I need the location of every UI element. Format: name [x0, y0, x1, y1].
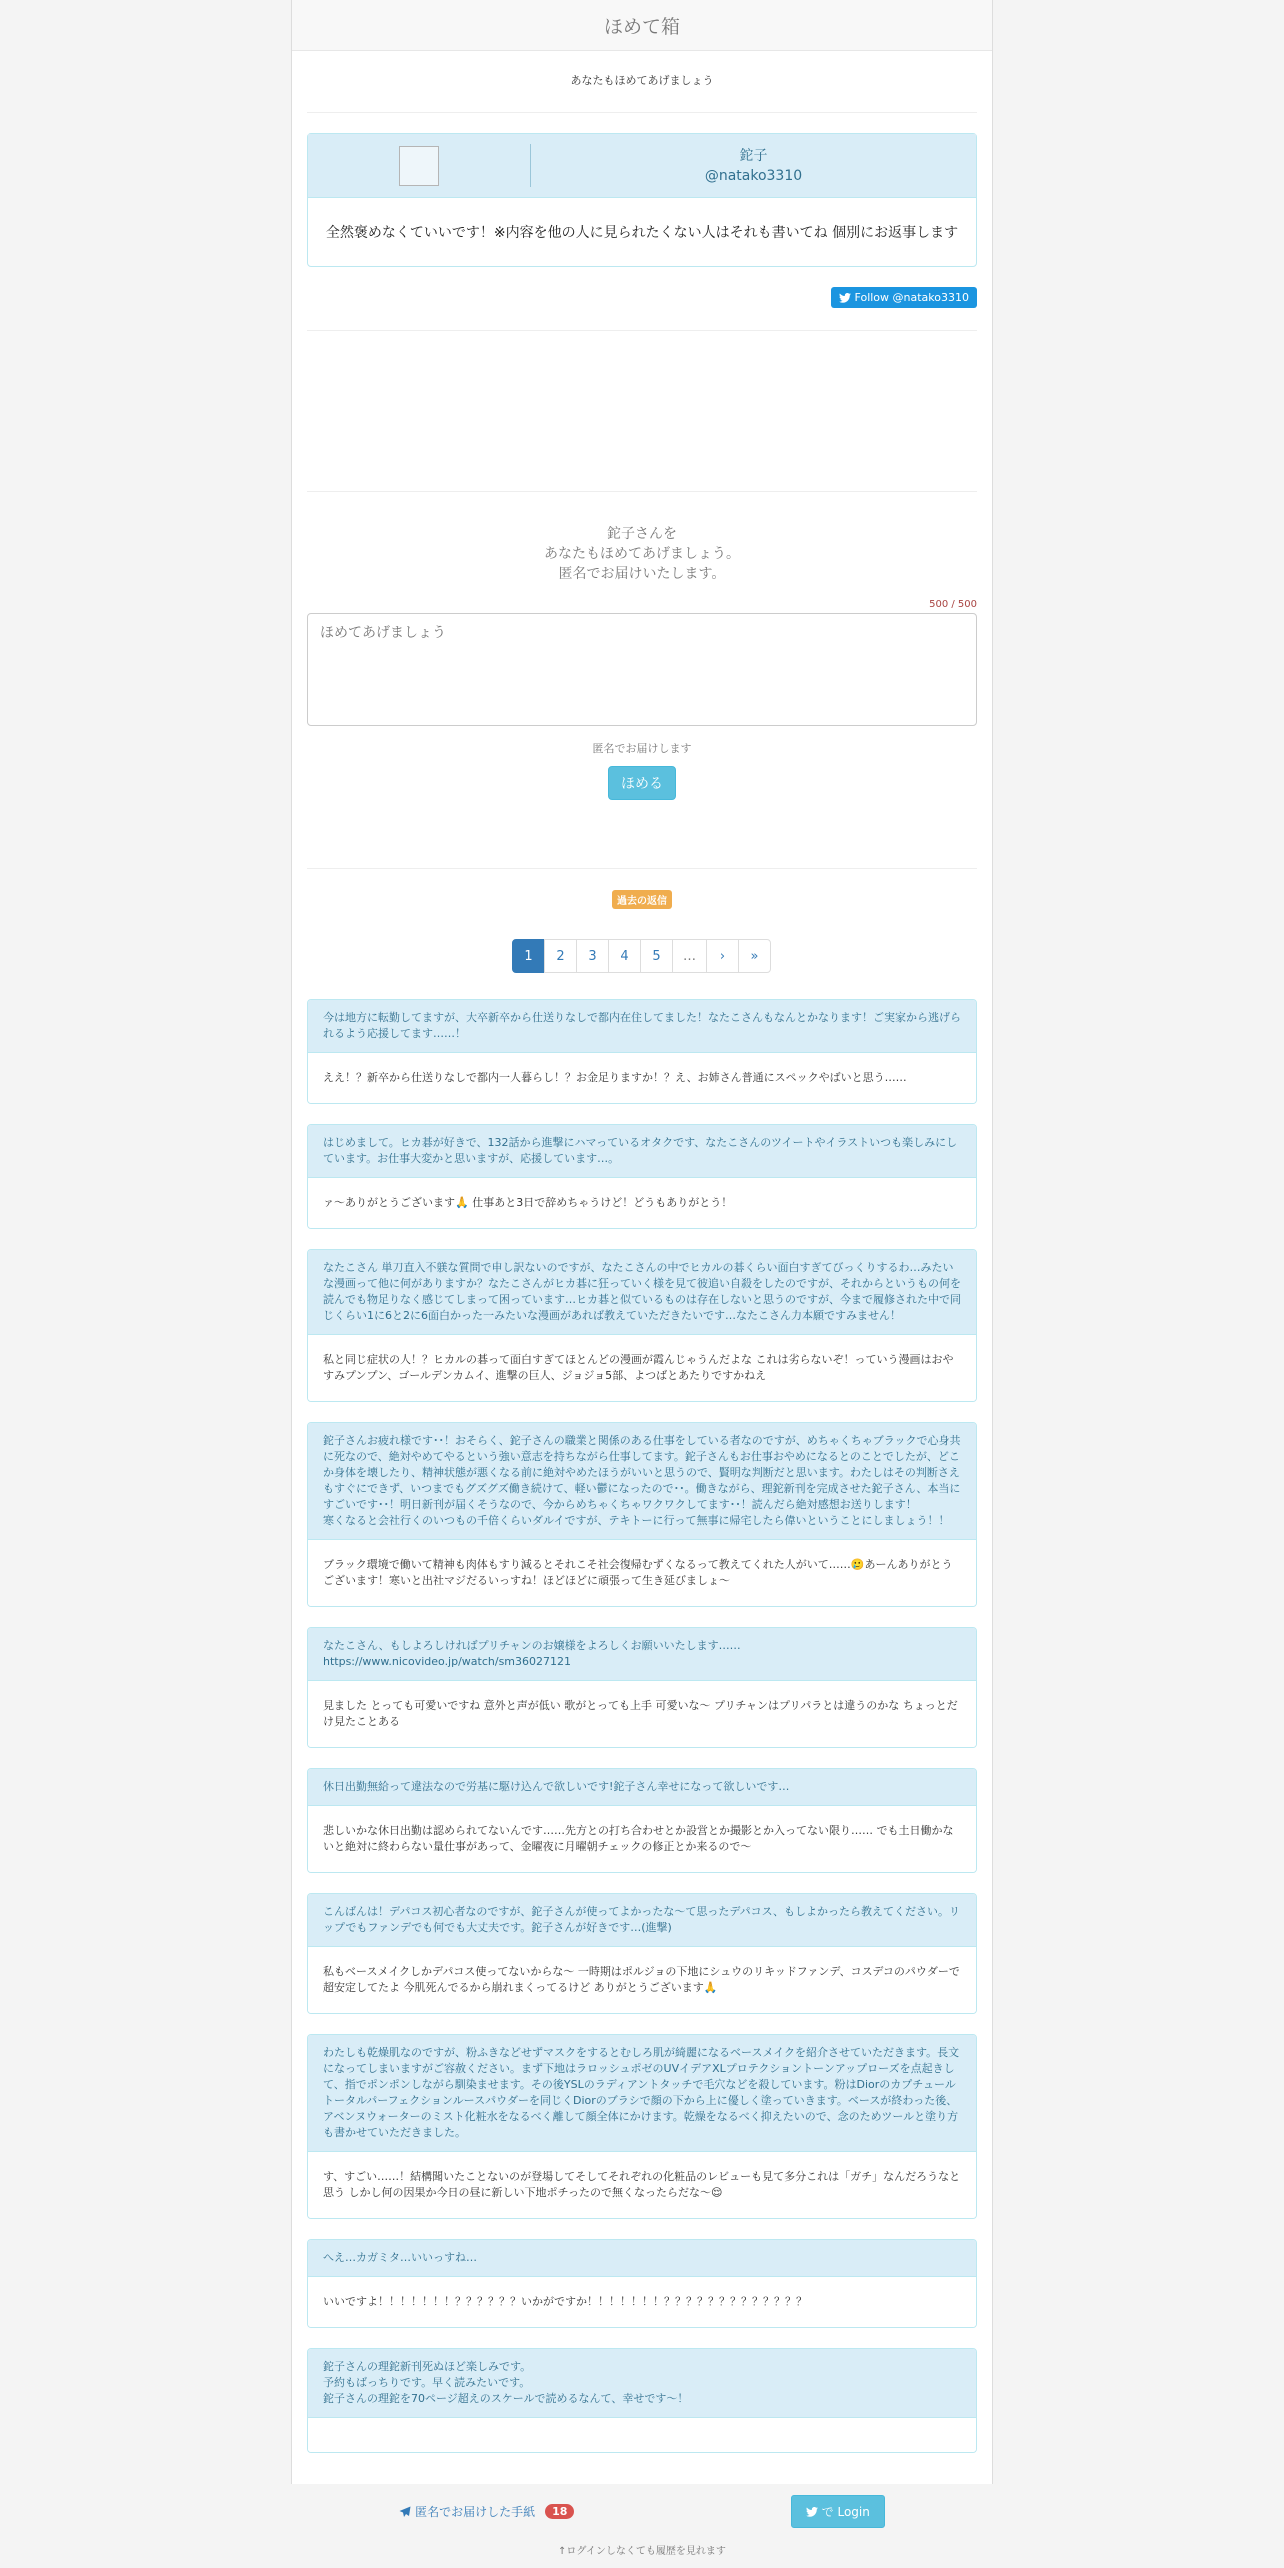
message-question: なたこさん 単刀直入不躾な質問で申し訳ないのですが、なたこさんの中でヒカルの碁くらい面白すぎてびっくりするわ…みたいな漫画って他に何がありますか？なたこさんがヒカ碁に狂っていく様を見て彼追い自殺をしたのですが、それからというもの何を読んでも物足りなく感じてしまって困っています…ヒカ碁と似ているものは存在しないと思うのですが、今まで履修された中で同じくらい1に6と2に6面白かった一みたいな漫画があれば教えていただきたいです…なたこさん力本願ですみません！: [308, 1250, 976, 1335]
sent-letters-link[interactable]: [399, 2503, 574, 2520]
twitter-follow-button[interactable]: [831, 287, 977, 308]
profile-bio: 全然褒めなくていいです！※内容を他の人に見られたくない人はそれも書いてね 個別にお返事します: [325, 225, 959, 241]
login-note: ↑ログインしなくても履歴を見れます: [558, 2546, 726, 2557]
twitter-bird-icon: [806, 2507, 818, 2517]
compose-intro-line: 鉈子さんを: [607, 526, 677, 542]
pagination: [292, 939, 992, 973]
footer-bar: [291, 2484, 993, 2539]
page-link[interactable]: 1: [512, 939, 545, 973]
char-counter: 500 / 500: [929, 599, 977, 610]
page-link[interactable]: 5: [640, 939, 673, 973]
profile-panel: [307, 133, 977, 267]
page-container: [291, 0, 993, 2568]
message-card: [307, 1422, 977, 1607]
message-question: 鉈子さんの理鉈新刊死ぬほど楽しみです。 予約もばっちりです。早く読みたいです。 鉈子さんの理鉈を70ページ超えのスケールで読めるなんて、幸せです〜！: [308, 2349, 976, 2418]
compose-intro-line: あなたもほめてあげましょう。: [544, 546, 740, 562]
message-card: [307, 2239, 977, 2328]
anonymous-note: 匿名でお届けします: [592, 742, 692, 755]
avatar[interactable]: [399, 146, 439, 186]
app-title[interactable]: ほめて箱: [603, 15, 680, 38]
praise-submit-button[interactable]: ほめる: [608, 766, 676, 800]
paper-plane-icon: [399, 2506, 411, 2518]
message-card: [307, 1124, 977, 1229]
message-answer: 見ました とっても可愛いですね 意外と声が低い 歌がとっても上手 可愛いな〜 プリチャンはプリパラとは違うのかな ちょっとだけ見たことある: [308, 1681, 976, 1747]
divider: [307, 868, 977, 869]
message-card: [307, 1249, 977, 1402]
sent-letters-count-badge: 18: [545, 2504, 574, 2519]
page-last[interactable]: »: [738, 939, 771, 973]
message-question: へえ…カガミタ…いいっすね…: [308, 2240, 976, 2277]
ad-space: [292, 331, 992, 491]
twitter-bird-icon: [839, 293, 851, 303]
divider: [307, 112, 977, 113]
message-list: [292, 999, 992, 2453]
page-ellipsis: …: [672, 939, 707, 973]
message-answer: [308, 2418, 976, 2452]
message-question: 休日出勤無給って違法なので労基に駆け込んで欲しいです!鉈子さん幸せになって欲しいです…: [308, 1769, 976, 1806]
page-link[interactable]: 4: [608, 939, 641, 973]
message-question: わたしも乾燥肌なのですが、粉ふきなどせずマスクをするとむしろ肌が綺麗になるベースメイクを紹介させていただきます。長文になってしまいますがご容赦ください。まず下地はラロッシュポゼのUVイデアXLプロテクショントーンアップローズを点起きして、指でポンポンしながら馴染ませます。その後YSLのラディアントタッチで毛穴などを殺しています。粉はDiorのカプチュールトータルパーフェクションルースパウダーを同じくDiorのブラシで顔の下から上に優しく塗っていきます。ベースが終わった後、アベンヌウォーターのミスト化粧水をなるべく離して顔全体にかけます。乾燥をなるべく抑えたいので、念のためツールと塗り方も書かせていただきました。: [308, 2035, 976, 2152]
follow-label: Follow @natako3310: [854, 291, 969, 304]
navbar: [292, 0, 992, 51]
message-answer: ァ〜ありがとうございます🙏 仕事あと3日で辞めちゃうけど！どうもありがとう！: [308, 1178, 976, 1228]
message-answer: ブラック環境で働いて精神も肉体もすり減るとそれこそ社会復帰むずくなるって教えてくれた人がいて……🥲あーんありがとうございます！寒いと出社マジだるいっすね！ほどほどに頑張って生き延びましょ〜: [308, 1540, 976, 1606]
message-answer: いいですよ！！！！！！！？？？？？？いかがですか！！！！！！！？？？？？？？？？？？？？: [308, 2277, 976, 2327]
praise-message-input[interactable]: [307, 613, 977, 726]
message-card: [307, 1768, 977, 1873]
message-answer: 私もベースメイクしかデパコス使ってないからな〜 一時期はポルジョの下地にシュウのリキッドファンデ、コスデコのパウダーで超安定してたよ 今肌死んでるから崩れまくってるけど ありがとうございます🙏: [308, 1947, 976, 2013]
message-question: はじめまして。ヒカ碁が好きで、132話から進撃にハマっているオタクです、なたこさんのツイートやイラストいつも楽しみにしています。お仕事大変かと思いますが、応援しています…。: [308, 1125, 976, 1178]
message-question: こんばんは！デパコス初心者なのですが、鉈子さんが使ってよかったな〜て思ったデパコス、もしよかったら教えてください。リップでもファンデでも何でも大丈夫です。鉈子さんが好きです…(進撃): [308, 1894, 976, 1947]
compose-intro: [292, 524, 992, 584]
profile-header: [308, 134, 976, 198]
sent-letters-label: 匿名でお届けした手紙: [415, 2505, 536, 2519]
message-card: [307, 999, 977, 1104]
past-replies-badge: 過去の返信: [612, 890, 672, 909]
message-answer: ええ！？新卒から仕送りなしで都内一人暮らし！？お金足りますか！？え、お姉さん普通にスペックやばいと思う……: [308, 1053, 976, 1103]
fixed-footer: [0, 2484, 1284, 2568]
twitter-login-button[interactable]: [791, 2495, 885, 2528]
message-question: なたこさん、もしよろしければプリチャンのお嬢様をよろしくお願いいたします…… https://www.nicovideo.jp/watch/sm36027121: [308, 1628, 976, 1681]
message-card: [307, 2034, 977, 2219]
login-label: で Login: [821, 2505, 870, 2519]
profile-handle[interactable]: @natako3310: [704, 167, 803, 184]
message-answer: す、すごい……！結構聞いたことないのが登場してそしてそれぞれの化粧品のレビューも見て多分これは「ガチ」なんだろうなと思う しかし何の因果か今日の昼に新しい下地ポチったので無くなったらだな〜😌: [308, 2152, 976, 2218]
message-question: 鉈子さんお疲れ様です･･！おそらく、鉈子さんの職業と関係のある仕事をしている者なのですが、めちゃくちゃブラックで心身共に死なので、絶対やめてやるという強い意志を持ちながら仕事してます。鉈子さんもお仕事おやめになるとのことでしたが、どこか身体を壊したり、精神状態が悪くなる前に絶対やめたほうがいいと思うので、賢明な判断だと思います。わたしはその判断さえもすぐにできず、いつまでもグズグズ働き続けて、軽い鬱になったので･･。働きながら、理鉈新刊を完成させた鉈子さん、本当にすごいです･･！明日新刊が届くそうなので、今からめちゃくちゃワクワクしてます･･！読んだら絶対感想お送りします！ 寒くなると会社行くのいつもの千倍くらいダルイですが、テキトーに行って無事に帰宅したら偉いということにしましょう！！: [308, 1423, 976, 1540]
tagline: あなたもほめてあげましょう: [570, 74, 714, 87]
page-link[interactable]: 3: [576, 939, 609, 973]
profile-name-cell: [531, 134, 976, 197]
avatar-cell: [308, 144, 531, 187]
page-link[interactable]: 2: [544, 939, 577, 973]
message-card: [307, 1893, 977, 2014]
message-card: [307, 1627, 977, 1748]
profile-name: 鉈子: [739, 147, 768, 164]
message-card: [307, 2348, 977, 2453]
compose-intro-line: 匿名でお届けいたします。: [558, 566, 726, 582]
message-question: 今は地方に転勤してますが、大卒新卒から仕送りなしで都内在住してました！なたこさんもなんとかなります！ご実家から逃げられるよう応援してます……！: [308, 1000, 976, 1053]
message-answer: 私と同じ症状の人！？ヒカルの碁って面白すぎてほとんどの漫画が霞んじゃうんだよな これは劣らないぞ！っていう漫画はおやすみプンプン、ゴールデンカムイ、進撃の巨人、ジョジョ5部、よつばとあたりですかねえ: [308, 1335, 976, 1401]
message-answer: 悲しいかな休日出勤は認められてないんです……先方との打ち合わせとか設営とか撮影とか入ってない限り…… でも土日働かないと絶対に終わらない量仕事があって、金曜夜に月曜朝チェックの修正とか来るので〜: [308, 1806, 976, 1872]
page-next[interactable]: ›: [706, 939, 739, 973]
divider: [307, 491, 977, 492]
